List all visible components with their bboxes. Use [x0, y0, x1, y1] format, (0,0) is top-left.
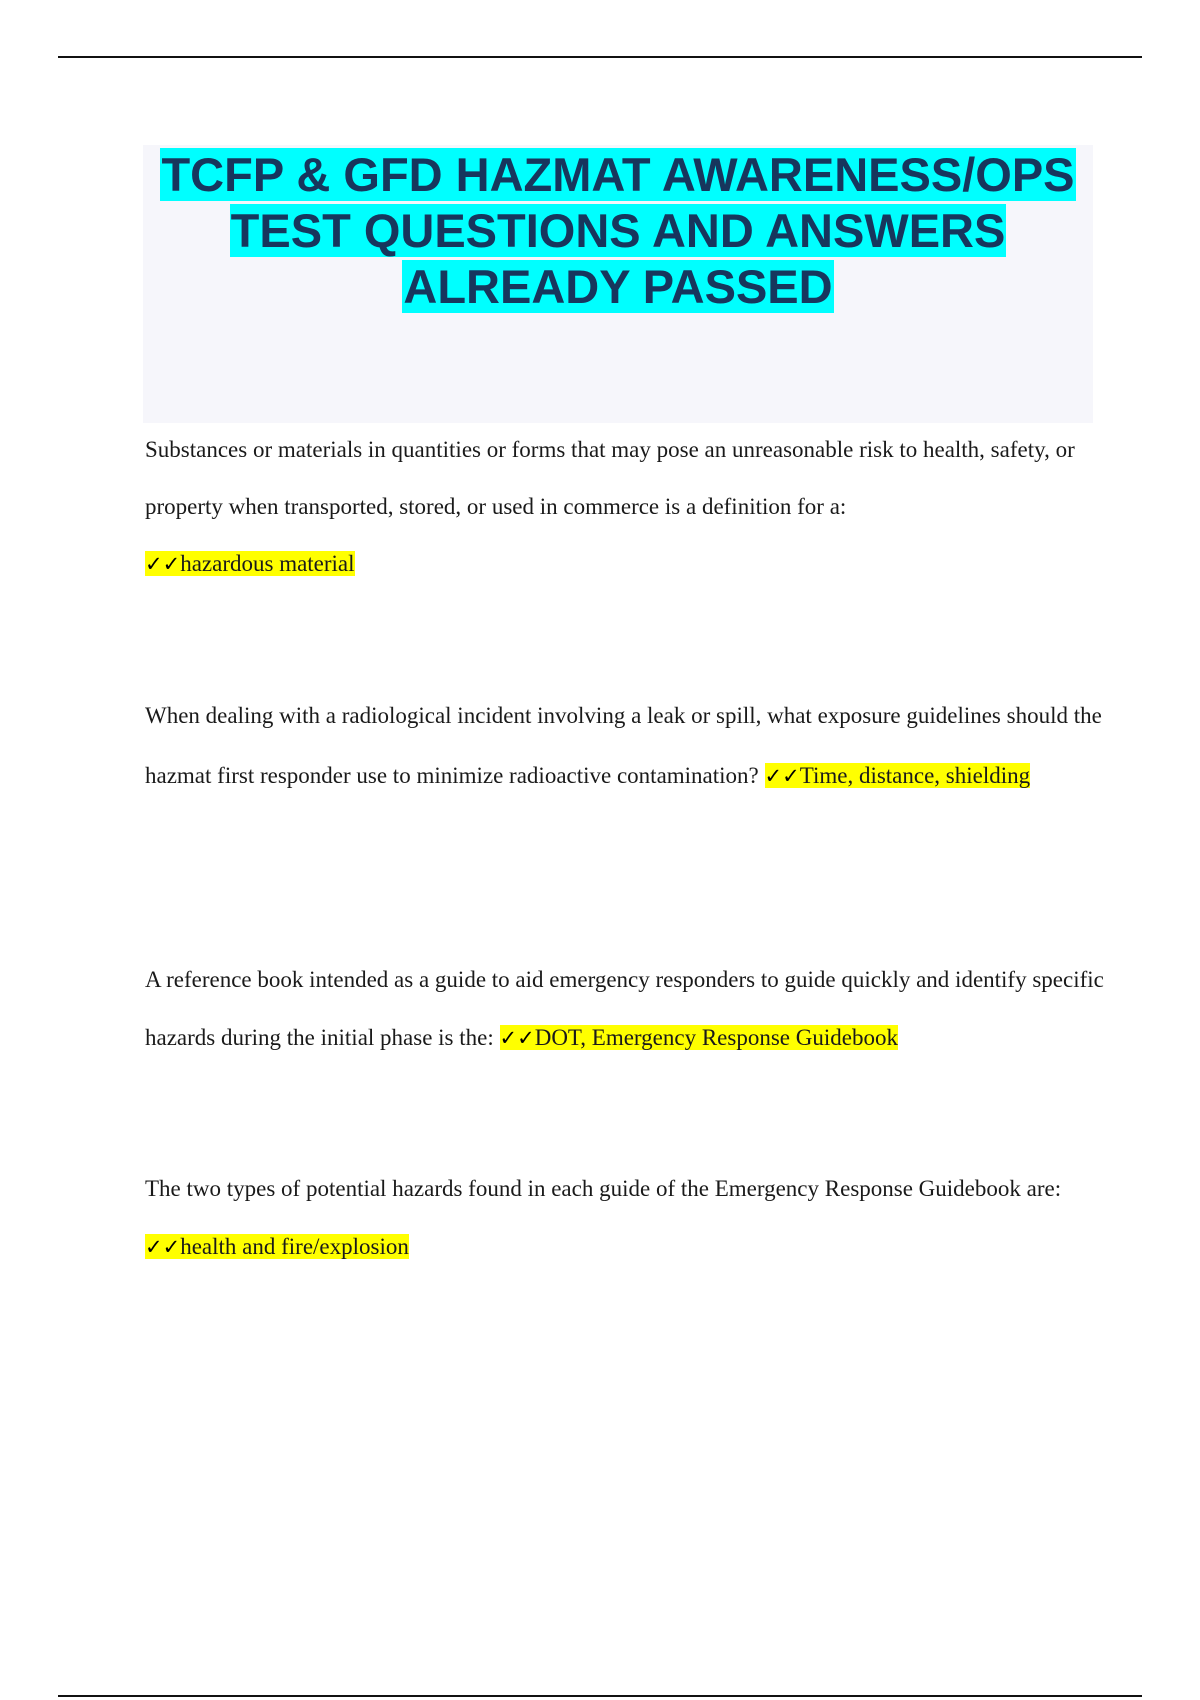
answer-text: health and fire/explosion: [180, 1234, 409, 1259]
answer-text: Time, distance, shielding: [799, 763, 1031, 788]
title-line-1: TCFP & GFD HAZMAT AWARENESS/OPS: [161, 148, 1075, 201]
check-icon: ✓✓: [499, 1026, 535, 1050]
check-icon: ✓✓: [145, 552, 181, 576]
qa-item-3: [145, 951, 1105, 1067]
question-text: A reference book intended as a guide to aid emergency responders to guide quickly and identify specific hazards during the initial phase is the:: [145, 967, 1104, 1050]
qa-item-2: [145, 686, 1105, 806]
question-text: When dealing with a radiological incident involving a leak or spill, what exposure guidelines should the hazmat first responder use to minimize radioactive contamination?: [145, 703, 1102, 788]
qa-item-4: [145, 1160, 1105, 1276]
answer-highlight: [145, 1234, 409, 1259]
answer-text: DOT, Emergency Response Guidebook: [534, 1025, 898, 1050]
question-text: The two types of potential hazards found in each guide of the Emergency Response Guidebook are:: [145, 1176, 1062, 1201]
qa-item-1: [145, 421, 1105, 593]
answer-highlight: [500, 1025, 898, 1050]
page-title: [143, 147, 1093, 315]
check-icon: ✓✓: [764, 764, 800, 788]
top-rule: [58, 56, 1142, 58]
title-line-2: TEST QUESTIONS AND ANSWERS: [230, 204, 1006, 257]
answer-highlight: [765, 763, 1031, 788]
check-icon: ✓✓: [145, 1235, 181, 1259]
title-line-3: ALREADY PASSED: [403, 260, 833, 313]
answer-text: hazardous material: [180, 551, 355, 576]
answer-highlight: [145, 551, 355, 576]
bottom-rule: [58, 1695, 1142, 1697]
question-text: Substances or materials in quantities or forms that may pose an unreasonable risk to health, safety, or property when transported, stored, or used in commerce is a definition for a:: [145, 437, 1075, 519]
